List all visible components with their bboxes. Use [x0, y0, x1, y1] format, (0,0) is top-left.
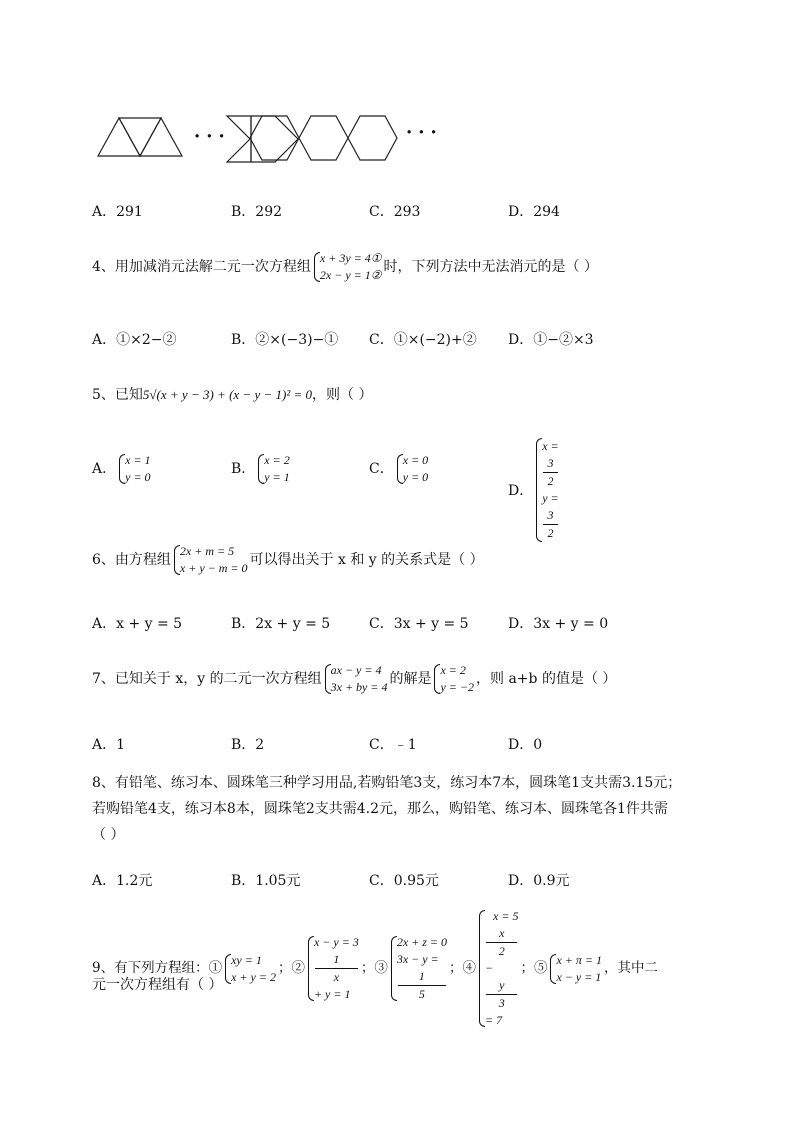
q9-s4-frac2: [486, 977, 517, 1012]
q9-label-5: ⑤: [533, 960, 548, 976]
q3-option-a[interactable]: A．291: [92, 204, 143, 220]
q9-sep-3: ；: [449, 960, 463, 976]
q7-prefix: 7、已知关于 x，y 的二元一次方程组: [92, 671, 322, 687]
q5-suffix: ，则（ ）: [312, 387, 373, 403]
q6-eq2: x + y − m = 0: [179, 561, 248, 575]
q6-prefix: 6、由方程组: [92, 552, 171, 568]
question-7: [92, 662, 616, 696]
q7-eq2: 3x + by = 4: [330, 680, 388, 694]
q9-system-5: [549, 952, 602, 986]
q9-s3-den: 5: [418, 987, 425, 1001]
q8-option-c[interactable]: C．0.95元: [369, 873, 439, 889]
q9-sep-1: ；: [277, 960, 292, 976]
q9-system-1: [224, 952, 276, 986]
q9-s4-den1: 2: [498, 944, 505, 958]
q4-option-c[interactable]: C．①×(−2)+②: [369, 332, 477, 348]
q9-label-2: ②: [291, 960, 305, 976]
q7-sol1: x = 2: [440, 663, 466, 677]
q9-s4-eq1: x = 5: [493, 909, 519, 923]
q5-label-b: B．: [231, 461, 256, 477]
q4-option-a[interactable]: A．①×2−②: [92, 332, 177, 348]
dots-right: ···: [405, 118, 442, 148]
q9-s1-eq2: x + y = 2: [231, 969, 276, 984]
q5-b-system: [257, 452, 289, 486]
q4-system: [313, 250, 382, 284]
q7-mid: 的解是: [389, 671, 432, 687]
q6-option-c[interactable]: C．3x + y = 5: [369, 616, 469, 632]
q6-option-d[interactable]: D．3x + y = 0: [508, 616, 609, 632]
q8-line2: 若购铅笔4支，练习本8本，圆珠笔2支共需4.2元，那么，购铅笔、练习本、圆珠笔各1件共需: [92, 801, 668, 817]
q4-option-d[interactable]: D．①−②×3: [508, 332, 594, 348]
q5-d-frac2: [543, 507, 557, 542]
q9-s1-eq1: xy = 1: [231, 952, 262, 967]
question-6: [92, 543, 484, 577]
q9-s4-den2: 3: [498, 996, 505, 1010]
q5-label-d: D．: [508, 483, 534, 499]
q7-system: [324, 662, 388, 696]
q9-s4-frac1: [486, 925, 517, 960]
q9-s4-eq2: x 2 − y 3 = 7: [485, 925, 518, 1029]
q7-solution: [433, 662, 474, 696]
q5-d-eq1: [542, 438, 558, 490]
q5-a-system: [118, 452, 150, 486]
q5-b-eq2: y = 1: [264, 470, 290, 484]
q8-line3: （ ）: [92, 827, 125, 843]
q5-label-a: A．: [92, 461, 117, 477]
q5-expression: 5√(x + y − 3) + (x − y − 1)² = 0: [142, 387, 312, 402]
hexagons: [245, 110, 405, 170]
q9-s3-lhs: 3x − y =: [396, 952, 439, 966]
q5-d-x: x =: [542, 439, 559, 453]
q8-line1: 8、有铅笔、练习本、圆珠笔三种学习用品,若购铅笔3支，练习本7本，圆珠笔1支共需3.15元；: [92, 775, 682, 791]
q9-s3-num: 1: [398, 968, 446, 986]
q9-s3-eq1: 2x + z = 0: [396, 935, 448, 949]
q9-s3-eq2: [397, 951, 447, 1003]
q5-a-eq1: x = 1: [125, 453, 151, 467]
q4-suffix: 时，下列方法中无法消元的是（ ）: [383, 259, 598, 275]
q6-option-b[interactable]: B．2x + y = 5: [231, 616, 331, 632]
q9-s5-eq2: x − y = 1: [556, 969, 602, 984]
question-5: [92, 384, 372, 404]
q9-s3-frac: [398, 968, 446, 1003]
q9-label-4: ④: [462, 960, 477, 976]
q9-s5-eq1: x + π = 1: [556, 952, 602, 967]
q9-s2-eq1: x − y = 3: [313, 935, 359, 949]
question-8: [92, 770, 681, 848]
q7-option-d[interactable]: D．0: [508, 737, 543, 753]
q5-option-b[interactable]: [231, 452, 292, 486]
q5-a-eq2: y = 0: [125, 470, 151, 484]
q7-option-a[interactable]: A．1: [92, 737, 126, 753]
q5-label-c: C．: [369, 461, 394, 477]
q6-suffix: 可以得出关于 x 和 y 的关系式是（ ）: [249, 552, 484, 568]
q7-suffix: ，则 a+b 的值是（ ）: [476, 671, 617, 687]
question-9: [92, 908, 658, 1029]
q9-suffix: ，其中二: [604, 960, 658, 976]
q9-s2-frac: [315, 951, 358, 986]
q7-sol2: y = −2: [440, 680, 475, 694]
q5-option-c[interactable]: [369, 452, 430, 486]
q9-system-4: [478, 908, 518, 1029]
q5-c-eq2: y = 0: [402, 470, 429, 484]
q7-option-b[interactable]: B．2: [231, 737, 265, 753]
q9-s4-num2: y: [486, 977, 517, 995]
question-4: [92, 250, 598, 284]
q5-d-y: y =: [542, 491, 559, 505]
q5-c-eq1: x = 0: [402, 453, 429, 467]
q9-line2: 元一次方程组有（ ）: [92, 977, 223, 993]
triangle-strip: [98, 118, 182, 156]
q6-eq1: 2x + m = 5: [179, 544, 235, 558]
q8-option-a[interactable]: A．1.2元: [92, 873, 153, 889]
q8-option-b[interactable]: B．1.05元: [231, 873, 301, 889]
q5-d-eq2: [542, 490, 558, 542]
q5-b-eq1: x = 2: [264, 453, 290, 467]
q3-option-d[interactable]: D．294: [508, 204, 560, 220]
q5-option-a[interactable]: [92, 452, 153, 486]
q6-option-a[interactable]: A．x + y = 5: [92, 616, 183, 632]
q9-s2-eq2: [314, 951, 359, 1003]
q7-option-c[interactable]: C．﹣1: [369, 737, 417, 753]
q5-d-den2: 2: [547, 526, 554, 540]
q4-option-b[interactable]: B．②×(−3)−①: [231, 332, 339, 348]
q5-prefix: 5、已知: [92, 387, 143, 403]
dots-left: ···: [193, 122, 230, 152]
q9-sep-2: ；: [360, 960, 375, 976]
q4-prefix: 4、用加减消元法解二元一次方程组: [92, 259, 311, 275]
q6-system: [173, 543, 248, 577]
q5-d-num2: 3: [543, 507, 557, 525]
q5-d-system: [535, 436, 558, 544]
q9-s2-rest: + y = 1: [313, 987, 351, 1001]
q7-eq1: ax − y = 4: [330, 663, 382, 677]
q4-eq2: 2x − y = 1②: [319, 268, 382, 282]
q4-eq1: x + 3y = 4①: [319, 251, 382, 265]
q9-sep-4: ；: [520, 960, 534, 976]
q9-system-3: [390, 934, 447, 1003]
q5-d-den1: 2: [547, 474, 554, 488]
q5-d-frac1: [543, 455, 557, 490]
q5-option-d[interactable]: [508, 436, 561, 544]
q3-option-b[interactable]: B．292: [231, 204, 283, 220]
q5-c-system: [396, 452, 428, 486]
q5-d-num1: 3: [543, 455, 557, 473]
q9-system-2: [307, 934, 359, 1003]
q9-s2-num: 1: [315, 951, 358, 969]
q9-label-3: ③: [374, 960, 388, 976]
q9-s4-rhs: = 7: [485, 1013, 503, 1027]
q9-s2-den: x: [333, 970, 340, 984]
q3-option-c[interactable]: C．293: [369, 204, 421, 220]
q9-s4-num1: x: [486, 925, 517, 943]
q8-option-d[interactable]: D．0.9元: [508, 873, 570, 889]
q9-prefix: 9、有下列方程组：①: [92, 960, 223, 976]
